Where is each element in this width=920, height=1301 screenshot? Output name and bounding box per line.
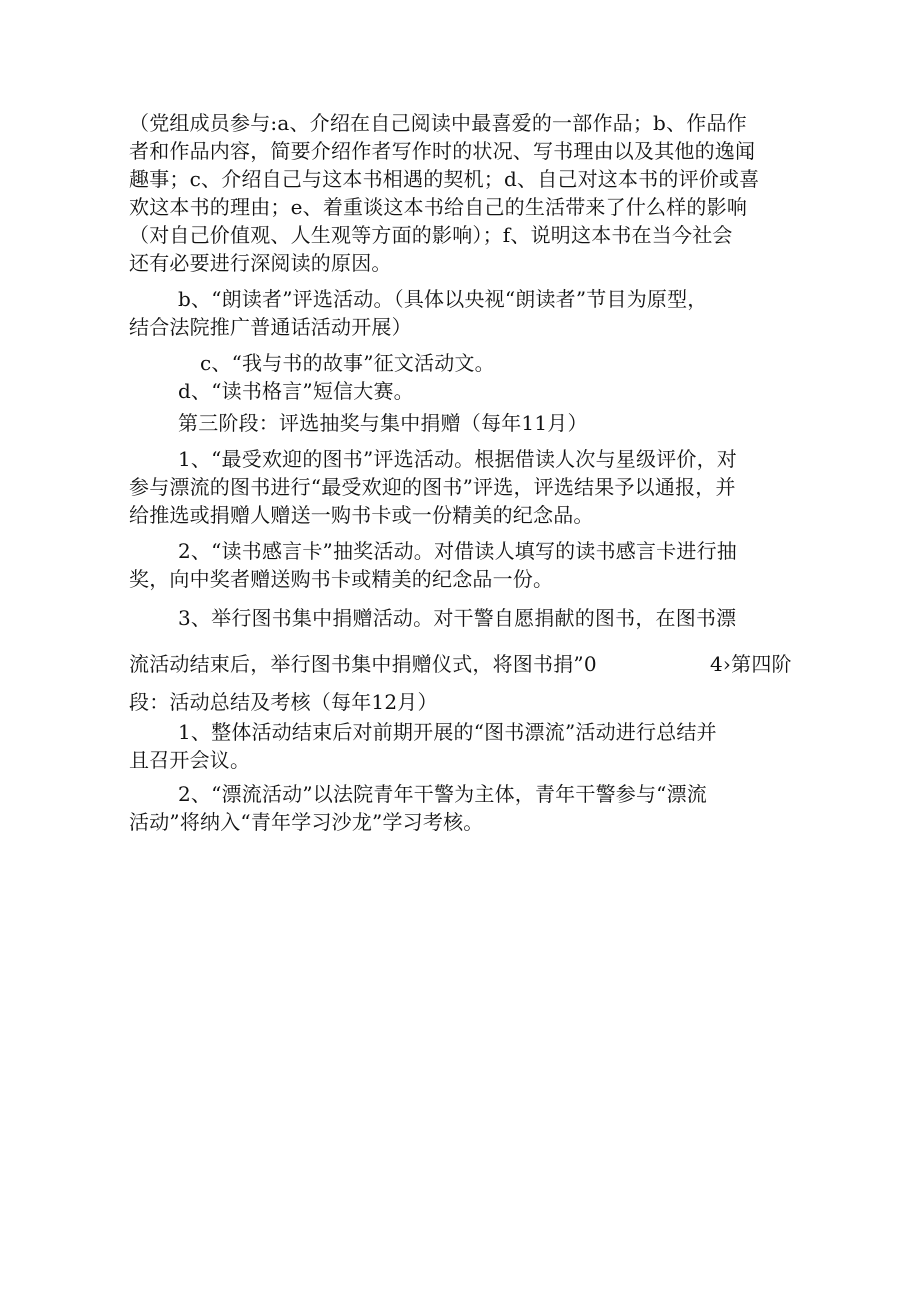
text-line: 结合法院推广普通话活动开展） — [129, 315, 412, 339]
text-line: 参与漂流的图书进行“最受欢迎的图书”评选，评选结果予以通报，并 — [129, 475, 736, 499]
text-line: 2、“读书感言卡”抽奖活动。对借读人填写的读书感言卡进行抽 — [178, 539, 737, 563]
text-line: （党组成员参与:a、介绍在自己阅读中最喜爱的一部作品；b、作品作 — [129, 111, 747, 135]
text-line: 奖，向中奖者赠送购书卡或精美的纪念品一份。 — [129, 567, 554, 591]
text-line: 还有必要进行深阅读的原因。 — [129, 251, 392, 275]
text-line: b、“朗读者”评选活动。（具体以央视“朗读者”节目为原型， — [178, 287, 708, 311]
text-line: 3、举行图书集中捐赠活动。对干警自愿捐献的图书，在图书漂 — [178, 606, 737, 630]
text-line: 给推选或捐赠人赠送一购书卡或一份精美的纪念品。 — [129, 503, 594, 527]
text-line: d、“读书格言”短信大赛。 — [178, 379, 414, 403]
text-line: 2、“漂流活动”以法院青年干警为主体，青年干警参与“漂流 — [178, 782, 707, 806]
text-line: c、“我与书的故事”征文活动文。 — [200, 351, 495, 375]
text-line: 趣事；c、介绍自己与这本书相遇的契机；d、自己对这本书的评价或喜 — [129, 167, 760, 191]
section-heading: 第三阶段：评选抽奖与集中捐赠（每年11月） — [178, 411, 588, 435]
text-line: 者和作品内容，简要介绍作者写作时的状况、写书理由以及其他的逸闻 — [129, 139, 756, 163]
text-line: 1、“最受欢迎的图书”评选活动。根据借读人次与星级评价，对 — [178, 447, 737, 471]
text-line: 段：活动总结及考核（每年12月） — [129, 690, 438, 714]
text-line: 1、整体活动结束后对前期开展的“图书漂流”活动进行总结并 — [178, 720, 717, 744]
text-line: （对自己价值观、人生观等方面的影响）；f、说明这本书在当今社会 — [129, 223, 733, 247]
text-line: 活动”将纳入“青年学习沙龙”学习考核。 — [129, 810, 484, 834]
section-heading: 4›第四阶 — [710, 652, 792, 676]
text-line: 欢这本书的理由；e、着重谈这本书给自己的生活带来了什么样的影响 — [129, 195, 748, 219]
text-line: 流活动结束后，举行图书集中捐赠仪式，将图书捐”0 — [129, 652, 597, 676]
text-line: 且召开会议。 — [129, 748, 251, 772]
